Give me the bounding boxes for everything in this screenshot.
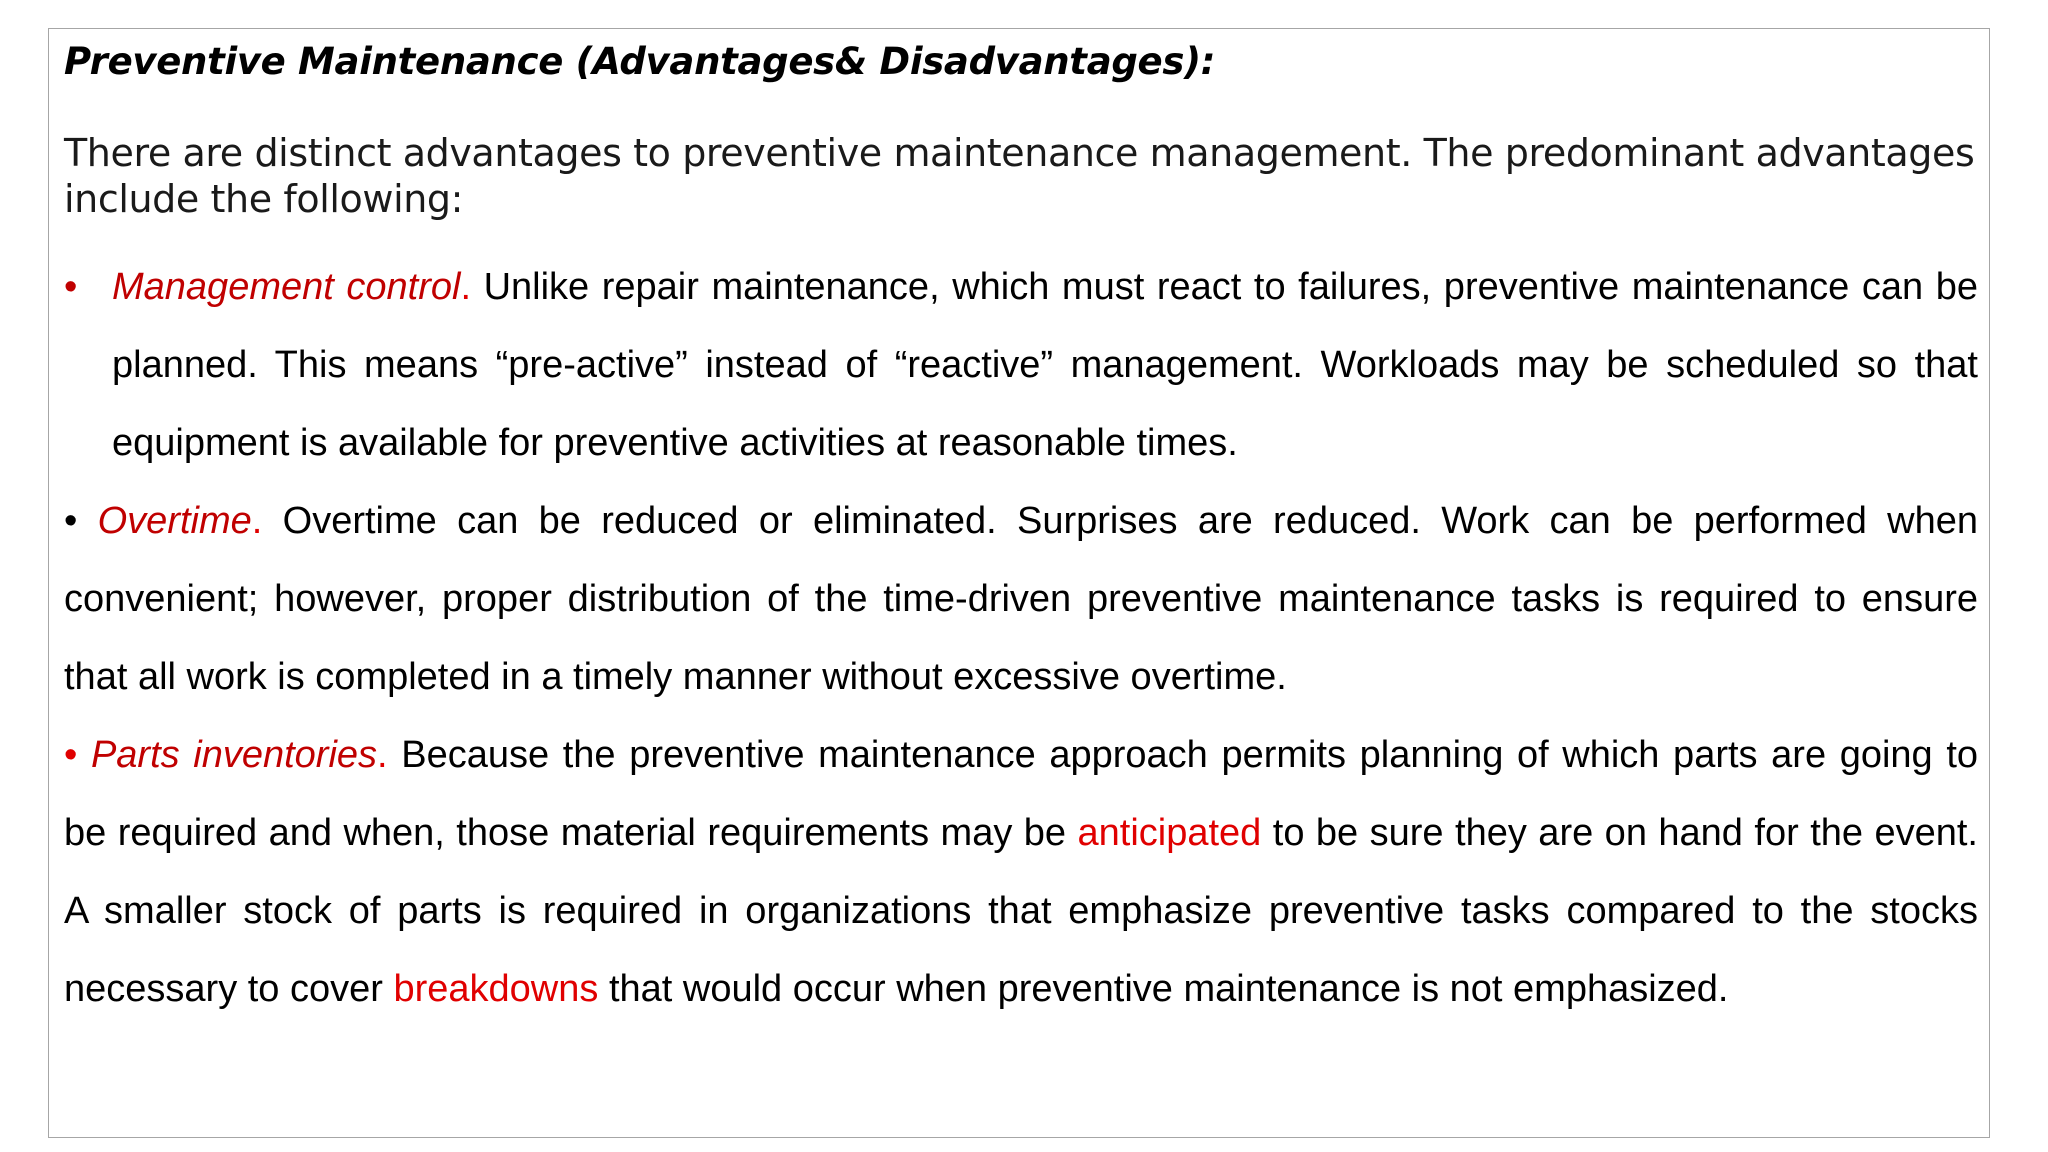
- bullet-marker-overtime: •: [64, 500, 78, 542]
- highlight-breakdowns: breakdowns: [393, 968, 599, 1010]
- term-punct-overtime: .: [251, 500, 263, 542]
- term-punct-management: .: [460, 266, 471, 308]
- overtime-text: Overtime can be reduced or eliminated. Surprises are reduced. Work can be performed when convenient; however, proper distribution of the time-driven preventive maintenance tasks is required to ensure that all work is completed in a timely manner without excessive overtime.: [64, 500, 1978, 698]
- intro-paragraph: There are distinct advantages to preventive maintenance management. The predominant advantages include the following:: [64, 131, 1975, 221]
- term-parts-inventories: Parts inventories: [90, 734, 378, 776]
- bullet-management-control: [112, 248, 1978, 482]
- bullet-overtime: [64, 482, 1978, 716]
- slide-title: Preventive Maintenance (Advantages& Disadvantages):: [64, 40, 1216, 83]
- bullet-parts-inventories: [64, 716, 1978, 1028]
- parts-text-2: to be sure they are on hand for the event. A smaller stock of parts is required in organizations that emphasize preventive tasks compared to the stocks necessary to cover: [64, 812, 1978, 1010]
- bullet-marker-management: •: [64, 266, 78, 308]
- management-control-text: Unlike repair maintenance, which must react to failures, preventive maintenance can be planned. This means “pre-active” instead of “reactive” management. Workloads may be scheduled so that equipment is available for preventive activities at reasonable times.: [112, 266, 1978, 464]
- term-overtime: Overtime: [97, 500, 252, 542]
- parts-text-1: Because the preventive maintenance approach permits planning of which parts are going to be required and when, those material requirements may be: [64, 734, 1979, 854]
- term-management-control: Management control: [112, 266, 461, 308]
- parts-text-3: that would occur when preventive maintenance is not emphasized.: [598, 968, 1729, 1010]
- term-punct-parts: .: [377, 734, 388, 776]
- bullet-marker-parts: •: [64, 734, 78, 776]
- highlight-anticipated: anticipated: [1077, 812, 1262, 854]
